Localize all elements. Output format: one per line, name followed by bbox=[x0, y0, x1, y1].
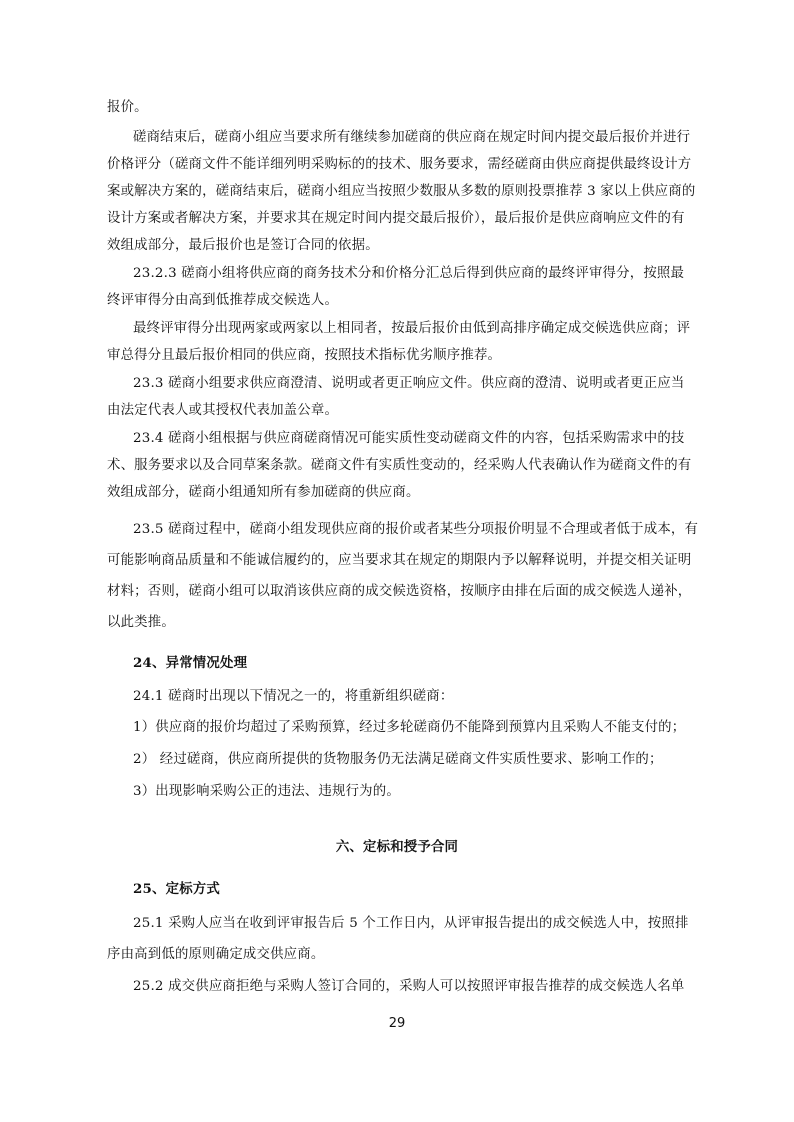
text-line: 以此类推。 bbox=[107, 615, 175, 630]
text-line: 效组成部分，最后报价也是签订合同的依据。 bbox=[107, 238, 379, 253]
list-item: 3）出现影响采购公正的违法、违规行为的。 bbox=[133, 784, 400, 799]
text-line: 效组成部分，磋商小组通知所有参加磋商的供应商。 bbox=[107, 485, 420, 500]
text-line: 磋商结束后，磋商小组应当要求所有继续参加磋商的供应商在规定时间内提交最后报价并进行 bbox=[133, 130, 691, 145]
text-line: 最终评审得分出现两家或两家以上相同者，按最后报价由低到高排序确定成交候选供应商；评 bbox=[133, 321, 691, 336]
text-line: 材料；否则，磋商小组可以取消该供应商的成交候选资格，按顺序由排在后面的成交候选人递补， bbox=[107, 584, 692, 599]
text-line: 术、服务要求以及合同草案条款。磋商文件有实质性变动的，经采购人代表确认作为磋商文件的有 bbox=[107, 458, 692, 473]
text-line: 设计方案或者解决方案，并要求其在规定时间内提交最后报价），最后报价是供应商响应文件的有 bbox=[107, 211, 685, 226]
text-line: 23.4 磋商小组根据与供应商磋商情况可能实质性变动磋商文件的内容，包括采购需求中的技 bbox=[133, 431, 685, 446]
page-number: 29 bbox=[388, 1016, 406, 1031]
text-line: 可能影响商品质量和不能诚信履约的，应当要求其在规定的期限内予以解释说明，并提交相关证明 bbox=[107, 553, 692, 568]
text-line: 审总得分且最后报价相同的供应商，按照技术指标优劣顺序推荐。 bbox=[107, 348, 502, 363]
text-line: 价格评分（磋商文件不能详细列明采购标的的技术、服务要求，需经磋商由供应商提供最终设计方 bbox=[107, 157, 692, 172]
list-item: 1）供应商的报价均超过了采购预算，经过多轮磋商仍不能降到预算内且采购人不能支付的； bbox=[133, 720, 686, 735]
list-item: 2） 经过磋商，供应商所提供的货物服务仍无法满足磋商文件实质性要求、影响工作的； bbox=[133, 752, 663, 767]
text-line: 25.1 采购人应当在收到评审报告后 5 个工作日内，从评审报告提出的成交候选人中，按照排 bbox=[133, 916, 689, 931]
text-line: 终评审得分由高到低推荐成交候选人。 bbox=[107, 293, 339, 308]
text-line: 25.2 成交供应商拒绝与采购人签订合同的，采购人可以按照评审报告推荐的成交候选人名单 bbox=[133, 979, 685, 994]
text-line: 23.3 磋商小组要求供应商澄清、说明或者更正响应文件。供应商的澄清、说明或者更正应当 bbox=[133, 376, 685, 391]
text-line: 23.2.3 磋商小组将供应商的商务技术分和价格分汇总后得到供应商的最终评审得分，按照最 bbox=[133, 266, 685, 281]
text-line: 23.5 磋商过程中，磋商小组发现供应商的报价或者某些分项报价明显不合理或者低于成本，有 bbox=[133, 522, 699, 537]
text-line: 序由高到低的原则确定成交供应商。 bbox=[107, 947, 325, 962]
chapter-heading: 六、定标和授予合同 bbox=[335, 839, 459, 855]
section-heading: 25、定标方式 bbox=[133, 881, 220, 897]
text-line: 由法定代表人或其授权代表加盖公章。 bbox=[107, 403, 339, 418]
section-heading: 24、异常情况处理 bbox=[133, 655, 248, 671]
text-line: 案或解决方案的，磋商结束后，磋商小组应当按照少数服从多数的原则投票推荐 3 家以上供应商的 bbox=[107, 184, 696, 199]
text-line: 24.1 磋商时出现以下情况之一的，将重新组织磋商： bbox=[133, 689, 454, 704]
text-line: 报价。 bbox=[107, 100, 148, 115]
